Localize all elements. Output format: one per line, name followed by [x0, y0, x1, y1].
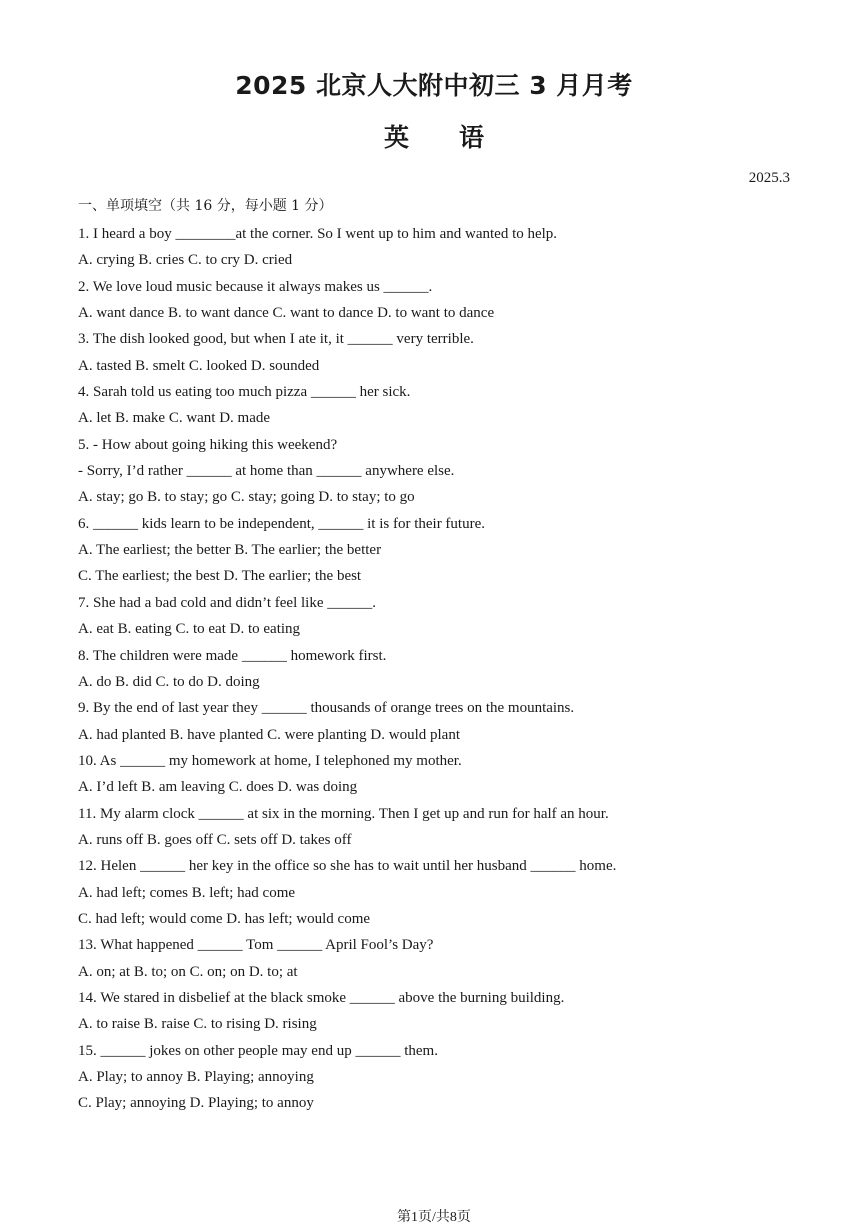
- question-15-options-ab: A. Play; to annoy B. Playing; annoying: [78, 1069, 314, 1085]
- question-3: 3. The dish looked good, but when I ate it, it ______ very terrible.: [78, 331, 474, 348]
- question-3-options: A. tasted B. smelt C. looked D. sounded: [78, 357, 320, 374]
- question-7-options: A. eat B. eating C. to eat D. to eating: [78, 621, 301, 638]
- question-7: 7. She had a bad cold and didn’t feel like ______.: [78, 594, 376, 611]
- question-2-options: A. want dance B. to want dance C. want to dance D. to want to dance: [78, 305, 495, 322]
- subject-title: 英语: [383, 123, 534, 152]
- question-11-options: A. runs off B. goes off C. sets off D. takes off: [78, 831, 352, 848]
- question-8-options: A. do B. did C. to do D. doing: [78, 673, 260, 690]
- question-6: 6. ______ kids learn to be independent, ______ it is for their future.: [78, 515, 485, 532]
- exam-date: 2025.3: [748, 170, 790, 186]
- question-1: 1. I heard a boy ________at the corner. So I went up to him and wanted to help.: [78, 226, 558, 242]
- question-9-options: A. had planted B. have planted C. were planting D. would plant: [78, 726, 460, 743]
- question-14: 14. We stared in disbelief at the black smoke ______ above the burning building.: [78, 989, 565, 1006]
- question-1-options: A. crying B. cries C. to cry D. cried: [78, 252, 293, 269]
- question-6-options-ab: A. The earliest; the better B. The earlier; the better: [78, 542, 382, 559]
- question-10: 10. As ______ my homework at home, I telephoned my mother.: [78, 752, 462, 769]
- question-9: 9. By the end of last year they ______ thousands of orange trees on the mountains.: [78, 700, 575, 717]
- question-13: 13. What happened ______ Tom ______ April Fool’s Day?: [78, 937, 434, 954]
- question-12: 12. Helen ______ her key in the office so she has to wait until her husband ______ home.: [78, 858, 617, 875]
- question-5: 5. - How about going hiking this weekend?: [78, 436, 338, 453]
- question-11: 11. My alarm clock ______ at six in the morning. Then I get up and run for half an hour.: [78, 805, 609, 822]
- page-number: 第1页/共8页: [397, 1210, 471, 1225]
- question-12-options-cd: C. had left; would come D. has left; would come: [78, 910, 371, 927]
- question-2: 2. We love loud music because it always makes us ______.: [78, 278, 433, 295]
- question-15: 15. ______ jokes on other people may end up ______ them.: [78, 1042, 438, 1059]
- question-10-options: A. I’d left B. am leaving C. does D. was doing: [78, 779, 358, 796]
- exam-title: 2025 北京人大附中初三 3 月月考: [235, 71, 633, 100]
- question-4: 4. Sarah told us eating too much pizza ______ her sick.: [78, 384, 411, 401]
- question-6-options-cd: C. The earliest; the best D. The earlier; the best: [78, 568, 362, 585]
- question-15-options-cd: C. Play; annoying D. Playing; to annoy: [78, 1095, 314, 1112]
- question-5-options: A. stay; go B. to stay; go C. stay; going D. to stay; to go: [78, 489, 415, 506]
- section-heading: 一、单项填空（共 16 分，每小题 1 分）: [78, 198, 333, 214]
- question-4-options: A. let B. make C. want D. made: [78, 410, 271, 427]
- question-14-options: A. to raise B. raise C. to rising D. rising: [78, 1016, 317, 1033]
- question-12-options-ab: A. had left; comes B. left; had come: [78, 884, 296, 901]
- question-13-options: A. on; at B. to; on C. on; on D. to; at: [78, 963, 298, 980]
- question-8: 8. The children were made ______ homework first.: [78, 647, 387, 664]
- question-list: [78, 224, 798, 1120]
- question-5-response: - Sorry, I’d rather ______ at home than ______ anywhere else.: [78, 463, 455, 480]
